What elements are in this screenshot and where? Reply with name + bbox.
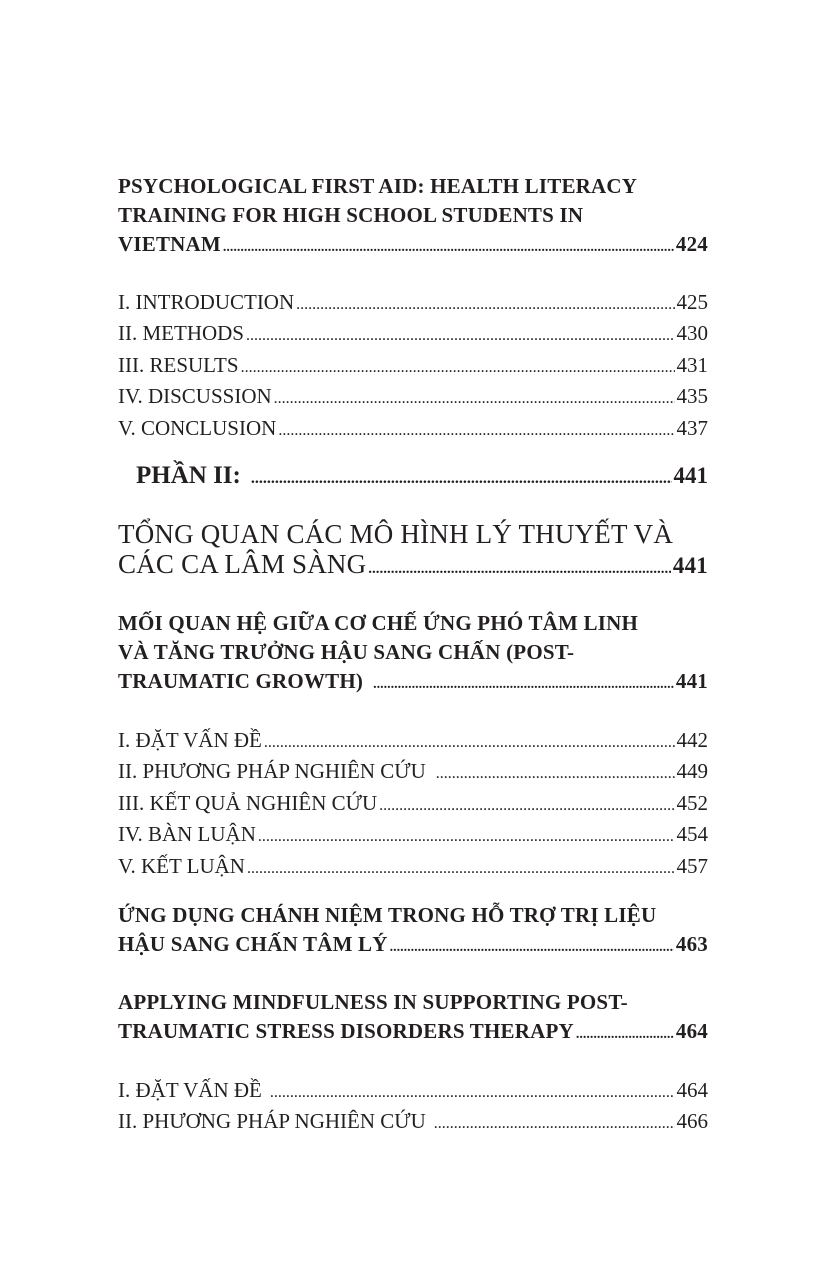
toc-entry-psychological-first-aid[interactable] [118, 172, 708, 262]
toc-section-group [118, 288, 708, 445]
toc-entry-label: I. INTRODUCTION [118, 290, 295, 314]
toc-entry-label: V. CONCLUSION [118, 415, 277, 440]
toc-entry-ket-qua[interactable] [118, 789, 708, 820]
page-number: 441 [672, 553, 708, 578]
dot-leader [379, 791, 674, 820]
dot-leader [258, 822, 675, 851]
page-number: 457 [676, 853, 708, 878]
dot-leader [296, 290, 674, 319]
page-number: 424 [675, 232, 708, 256]
dot-leader [246, 321, 675, 350]
dot-leader [274, 384, 675, 413]
page-number: 464 [675, 1019, 708, 1043]
toc-entry-label: III. RESULTS [118, 352, 239, 377]
page-number: 452 [676, 790, 708, 815]
toc-entry-label: II. PHƯƠNG PHÁP NGHIÊN CỨU [118, 759, 426, 784]
toc-entry-label: IV. DISCUSSION [118, 384, 272, 409]
page-number: 454 [676, 822, 708, 847]
toc-entry-label: III. KẾT QUẢ NGHIÊN CỨU [118, 790, 378, 815]
dot-leader [223, 233, 674, 262]
dot-leader [241, 353, 675, 382]
toc-entry-label: IV. BÀN LUẬN [118, 822, 256, 847]
dot-leader [264, 728, 675, 757]
toc-entry-title-last: HẬU SANG CHẤN TÂM LÝ [118, 932, 388, 956]
toc-entry-mindfulness-en[interactable] [118, 988, 708, 1049]
toc-entry-label: I. ĐẶT VẤN ĐỀ [118, 1078, 262, 1102]
page-number: 435 [676, 384, 708, 409]
toc-entry-dat-van-de-2[interactable] [118, 1076, 708, 1107]
toc-entry-title-last: TRAUMATIC STRESS DISORDERS THERAPY [118, 1019, 574, 1043]
page-number: 464 [676, 1078, 708, 1102]
toc-entry-phuong-phap[interactable] [118, 757, 708, 788]
toc-entry-methods[interactable] [118, 319, 708, 350]
dot-leader [436, 759, 675, 788]
toc-entry-conclusion[interactable] [118, 414, 708, 445]
toc-entry-label: I. ĐẶT VẤN ĐỀ [118, 728, 262, 752]
page-number: 441 [673, 463, 708, 488]
page-number: 442 [676, 728, 708, 752]
toc-entry-title-line: VÀ TĂNG TRƯỞNG HẬU SANG CHẤN (POST- [118, 640, 575, 664]
page-number: 431 [676, 352, 708, 377]
page-number: 425 [676, 290, 708, 314]
toc-entry-results[interactable] [118, 351, 708, 382]
page-number: 437 [676, 415, 708, 440]
page-number: 466 [676, 1109, 708, 1134]
page-number: 449 [676, 759, 708, 784]
toc-entry-overview[interactable] [118, 519, 708, 584]
toc-entry-mindfulness-vi[interactable] [118, 901, 708, 962]
toc-entry-title-line: APPLYING MINDFULNESS IN SUPPORTING POST- [118, 990, 628, 1014]
dot-leader [373, 670, 674, 699]
toc-entry-spiritual-coping[interactable] [118, 609, 708, 699]
toc-entry-label: II. METHODS [118, 321, 244, 346]
page-number: 430 [676, 321, 708, 346]
toc-entry-introduction[interactable] [118, 288, 708, 319]
toc-entry-part-ii[interactable] [118, 461, 708, 494]
toc-entry-title-line: TỔNG QUAN CÁC MÔ HÌNH LÝ THUYẾT VÀ [118, 519, 674, 549]
toc-entry-phuong-phap-2[interactable] [118, 1107, 708, 1138]
toc-entry-label: II. PHƯƠNG PHÁP NGHIÊN CỨU [118, 1109, 426, 1134]
page-number: 441 [675, 669, 708, 693]
dot-leader [576, 1020, 674, 1049]
toc-entry-title-line: TRAINING FOR HIGH SCHOOL STUDENTS IN [118, 203, 584, 227]
dot-leader [278, 416, 674, 445]
toc-entry-title-line: ỨNG DỤNG CHÁNH NIỆM TRONG HỖ TRỢ TRỊ LIỆU [118, 903, 657, 927]
dot-leader [390, 933, 674, 962]
part-heading: PHẦN II: [136, 462, 241, 489]
toc-section-group [118, 1076, 708, 1139]
toc-section-group [118, 726, 708, 883]
toc-entry-title-last: VIETNAM [118, 232, 221, 256]
toc-entry-label: V. KẾT LUẬN [118, 853, 245, 878]
dot-leader [251, 464, 672, 494]
toc-entry-title-last: CÁC CA LÂM SÀNG [118, 549, 367, 579]
dot-leader [368, 554, 671, 584]
dot-leader [434, 1109, 675, 1138]
toc-entry-title-line: PSYCHOLOGICAL FIRST AID: HEALTH LITERACY [118, 174, 638, 198]
page-number: 463 [675, 932, 708, 956]
toc-entry-ban-luan[interactable] [118, 820, 708, 851]
toc-entry-discussion[interactable] [118, 382, 708, 413]
toc-entry-ket-luan[interactable] [118, 852, 708, 883]
toc-entry-dat-van-de[interactable] [118, 726, 708, 757]
toc-entry-title-line: MỐI QUAN HỆ GIỮA CƠ CHẾ ỨNG PHÓ TÂM LINH [118, 611, 638, 635]
toc-entry-title-last: TRAUMATIC GROWTH) [118, 669, 364, 693]
dot-leader [270, 1078, 675, 1107]
dot-leader [247, 854, 675, 883]
